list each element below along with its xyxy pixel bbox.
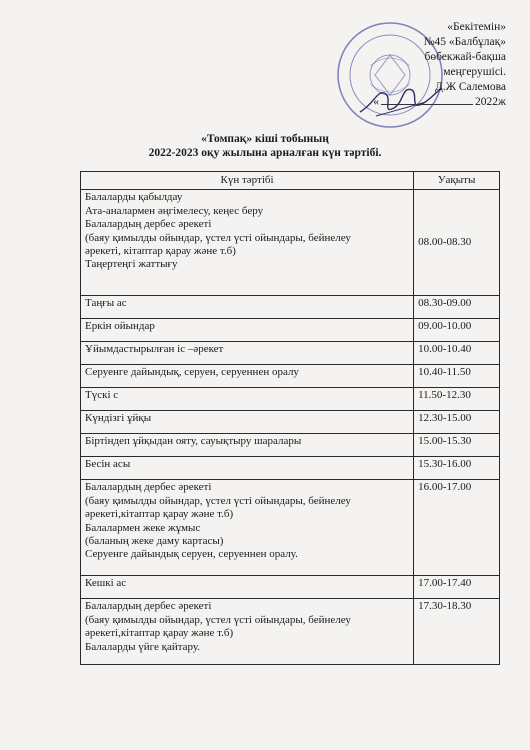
activity-line: әрекеті,кітаптар қарау және т.б) [85, 627, 234, 640]
activity-cell [81, 365, 414, 388]
time-cell: 17.30-18.30 [414, 599, 500, 665]
activity-line: Күндізгі ұйқы [85, 412, 152, 425]
activity-line: Біртіндеп ұйқыдан ояту, сауықтыру шаралары [85, 435, 302, 448]
time-cell: 11.50-12.30 [414, 388, 500, 411]
table-row [81, 411, 500, 434]
time-cell: 15.30-16.00 [414, 457, 500, 480]
time-cell: 12.30-15.00 [414, 411, 500, 434]
activity-line: әрекеті, кітаптар қарау және т.б) [85, 245, 236, 258]
activity-line: Түскі с [85, 389, 119, 402]
table-row [81, 365, 500, 388]
activity-line: Таңертеңгі жаттығу [85, 258, 178, 271]
time-cell: 08.00-08.30 [414, 190, 500, 296]
page-title [0, 132, 530, 160]
activity-line: (баяу қимылды ойындар, үстел үсті ойындары, бейнелеу [85, 231, 351, 244]
activity-cell [81, 434, 414, 457]
title-line-1: «Томпақ» кіші тобының [201, 133, 329, 145]
activity-line: әрекеті,кітаптар қарау және т.б) [85, 508, 234, 521]
table-row [81, 457, 500, 480]
table-row [81, 342, 500, 365]
table-row [81, 190, 500, 296]
table-header-row [81, 172, 500, 190]
activity-cell [81, 411, 414, 434]
activity-cell [81, 319, 414, 342]
activity-cell [81, 388, 414, 411]
approval-line: бөбекжай-бақша [424, 51, 506, 63]
activity-line: (баяу қимылды ойындар, үстел үсті ойындары, бейнелеу [85, 494, 351, 507]
title-line-2: 2022-2023 оқу жылына арналған күн тәртібі. [148, 147, 382, 159]
time-cell: 08.30-09.00 [414, 296, 500, 319]
header-activity: Күн тәртібі [81, 172, 414, 190]
approval-date [306, 95, 506, 110]
activity-line: (баланың жеке даму картасы) [85, 535, 224, 548]
time-cell: 09.00-10.00 [414, 319, 500, 342]
time-cell: 10.00-10.40 [414, 342, 500, 365]
approval-line: меңгерушісі. [443, 66, 506, 78]
approval-line: «Бекітемін» [447, 21, 506, 33]
header-time: Уақыты [414, 172, 500, 190]
date-underline [381, 104, 473, 105]
table-row [81, 296, 500, 319]
activity-line: Бесін асы [85, 458, 131, 471]
activity-line: Ұйымдастырылған іс –әрекет [85, 343, 224, 356]
schedule-body [81, 190, 500, 665]
table-row [81, 388, 500, 411]
activity-line: (баяу қимылды ойындар, үстел үсті ойындары, бейнелеу [85, 613, 351, 626]
activity-cell [81, 599, 414, 665]
activity-cell [81, 342, 414, 365]
table-row [81, 599, 500, 665]
activity-cell [81, 296, 414, 319]
time-cell: 10.40-11.50 [414, 365, 500, 388]
activity-cell [81, 480, 414, 576]
time-cell: 15.00-15.30 [414, 434, 500, 457]
activity-cell [81, 190, 414, 296]
activity-line: Серуенге дайындық серуен, серуеннен оралу. [85, 548, 298, 561]
approval-block [306, 20, 506, 110]
date-year: 2022ж [475, 96, 506, 108]
activity-line: Балаларды қабылдау [85, 191, 183, 204]
activity-line: Балалардың дербес әрекеті [85, 600, 212, 613]
table-row [81, 434, 500, 457]
activity-line: Балалармен жеке жұмыс [85, 521, 201, 534]
activity-line: Еркін ойындар [85, 320, 155, 333]
time-cell: 16.00-17.00 [414, 480, 500, 576]
schedule-table [80, 171, 500, 665]
table-row [81, 480, 500, 576]
approval-line: №45 «Балбұлақ» [423, 36, 506, 48]
activity-line: Таңғы ас [85, 297, 127, 310]
activity-line: Балаларды үйге қайтару. [85, 640, 201, 653]
activity-line: Серуенге дайындық, серуен, серуеннен оралу [85, 366, 299, 379]
approval-line: Д.Ж Салемова [434, 81, 506, 93]
activity-cell [81, 576, 414, 599]
table-row [81, 319, 500, 342]
activity-line: Балалардың дербес әрекеті [85, 218, 212, 231]
time-cell: 17.00-17.40 [414, 576, 500, 599]
activity-line: Кешкі ас [85, 577, 127, 590]
activity-line: Балалардың дербес әрекеті [85, 481, 212, 494]
table-row [81, 576, 500, 599]
date-open-quote: « [373, 96, 380, 108]
activity-line: Ата-аналармен әңгімелесу, кеңес беру [85, 204, 264, 217]
activity-cell [81, 457, 414, 480]
